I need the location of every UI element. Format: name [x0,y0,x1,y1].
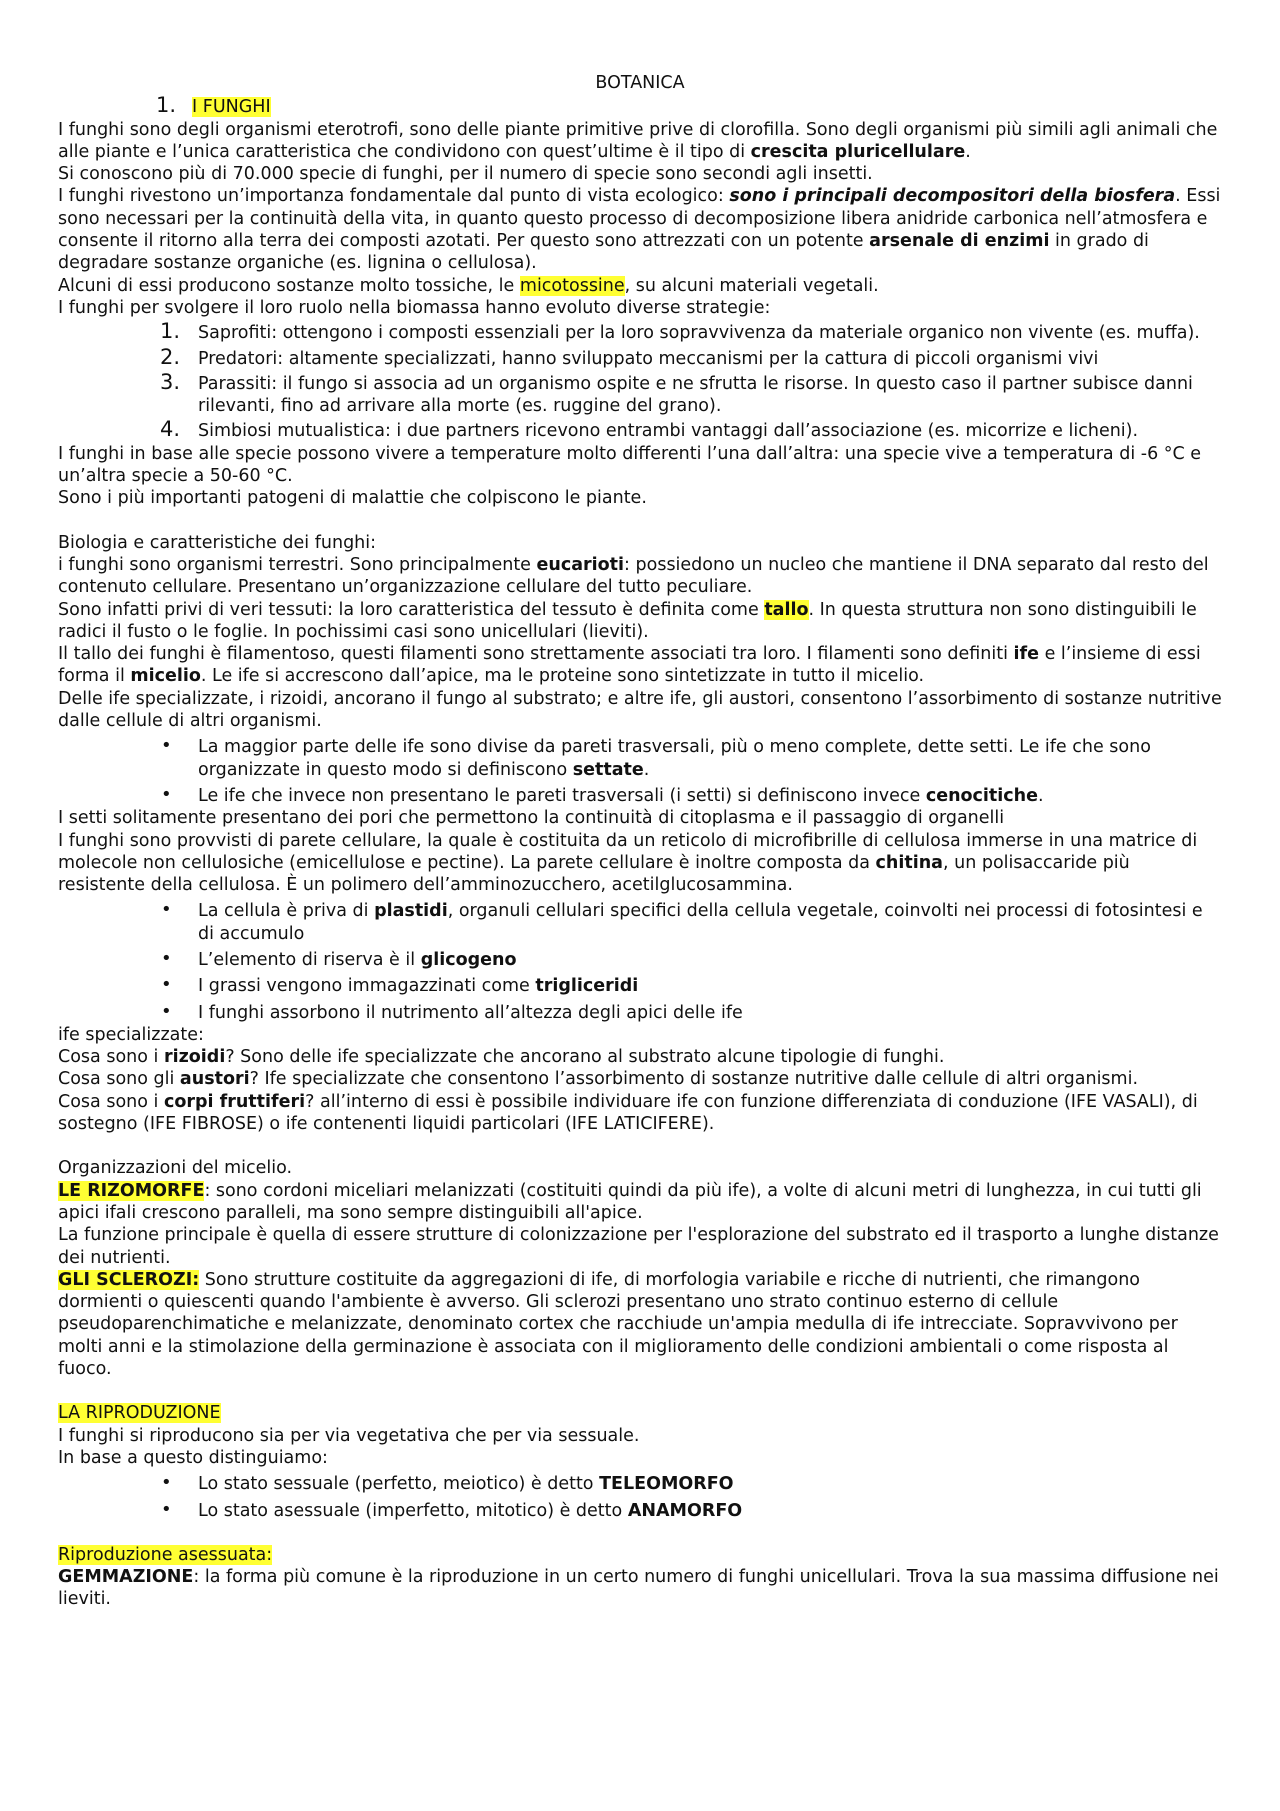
list-item: • L’elemento di riserva è il glicogeno [161,947,517,970]
intro-paragraph-2: Si conoscono più di 70.000 specie di funghi, per il numero di specie sono secondi agli insetti. [58,164,873,185]
sclerozi-paragraph: GLI SCLEROZI: Sono strutture costituite da aggregazioni di ife, di morfologia variabile e ricche di nutrienti, che rimangono dormienti o quiescenti quando l'ambiente è avverso. Gli sclerozi presentano uno strato continuo esterno di cellule pseudoparenchimatiche e melanizzate, denominato cortex che racchiude un'ampia medulla di ife intrecciate. Sopravvivono per molti anni e la stimolazione della germinazione è associata con il miglioramento delle condizioni ambientali o come risposta al fuoco. [58,1269,1178,1380]
list-item: • Le ife che invece non presentano le pareti trasversali (i setti) si definiscono invece cenocitiche. [161,783,1044,806]
micelio-heading: Organizzazioni del micelio. [58,1158,293,1179]
section-heading [58,94,1222,118]
list-item: 4. Simbiosi mutualistica: i due partners ricevono entrambi vantaggi dall’associazione (es. micorrize e licheni). [160,417,1139,442]
question-corpi-fruttiferi: Cosa sono i corpi fruttiferi? all’interno di essi è possibile individuare ife con funzione differenziata di conduzione (IFE VASALI), di sostegno (IFE FIBROSE) o ife contenenti liquidi particolari (IFE LATICIFERE). [58,1091,1198,1135]
highlight-tallo: tallo [764,599,809,620]
list-item: • I grassi vengono immagazzinati come trigliceridi [161,974,639,997]
biologia-paragraph-6: I funghi sono provvisti di parete cellulare, la quale è costituita da un reticolo di microfibrille di cellulosa immerse in una matrice di molecole non cellulosiche (emicellulose e pectine). La parete cellulare è inoltre composta da chitina, un polisaccaride più resistente della cellulosa. È un polimero dell’amminozucchero, acetilglucosammina. [58,830,1198,896]
biologia-paragraph-7: ife specializzate: [58,1024,204,1045]
bullet-icon: • [161,1472,172,1494]
highlight-rizomorfe: LE RIZOMORFE [58,1180,205,1201]
biologia-paragraph-3: Il tallo dei funghi è filamentoso, questi filamenti sono strettamente associati tra loro. I filamenti sono definiti ife e l’insieme di essi forma il micelio. Le ife si accrescono dall’apice, ma le proteine sono sintetizzate in tutto il micelio. [58,644,1201,687]
bullet-icon: • [161,1498,172,1520]
list-item: 2. Predatori: altamente specializzati, hanno sviluppato meccanismi per la cattura di piccoli organismi vivi [160,344,1099,369]
list-item: • Lo stato sessuale (perfetto, meiotico) è detto TELEOMORFO [161,1472,734,1495]
rizomorfe-paragraph-2: La funzione principale è quella di essere strutture di colonizzazione per l'esplorazione del substrato ed il trasporto a lunghe distanze dei nutrienti. [58,1225,1219,1268]
riproduzione-heading: LA RIPRODUZIONE [58,1403,221,1424]
intro-paragraph-1: I funghi sono degli organismi eterotrofi, sono delle piante primitive prive di clorofilla. Sono degli organismi più simili agli animali che alle piante e l’unica caratteristica che condividono con quest’ultime è il tipo di crescita pluricellulare. [58,119,1218,162]
list-item: 1. Saprofiti: ottengono i composti essenziali per la loro sopravvivenza da materiale organico non vivente (es. muffa). [160,319,1200,344]
gemmazione-paragraph: GEMMAZIONE: la forma più comune è la riproduzione in un certo numero di funghi unicellulari. Trova la sua massima diffusione nei lieviti. [58,1567,1219,1610]
asessuata-heading: Riproduzione asessuata: [58,1544,273,1565]
list-item: • Lo stato asessuale (imperfetto, mitotico) è detto ANAMORFO [161,1498,743,1521]
temperature-paragraph: I funghi in base alle specie possono vivere a temperature molto differenti l’una dall’altra: una specie vive a temperatura di -6 °C e un’altra specie a 50-60 °C. [58,443,1202,487]
highlight-sclerozi: GLI SCLEROZI: [58,1269,200,1290]
intro-paragraph-3: I funghi rivestono un’importanza fondamentale dal punto di vista ecologico: sono i principali decompositori della biosfera. Essi sono necessari per la continuità della vita, in quanto questo processo di decomposizione libera anidride carbonica nell’atmosfera e consente il ritorno alla terra dei composti azotati. Per questo sono attrezzati con un potente arsenale di enzimi in grado di degradare sostanze organiche (es. lignina o cellulosa). [58,186,1221,274]
riproduzione-paragraph-2: In base a questo distinguiamo: [58,1447,328,1468]
biologia-paragraph-5: I setti solitamente presentano dei pori che permettono la continuità di citoplasma e il passaggio di organelli [58,808,1005,829]
biologia-paragraph-2: Sono infatti privi di veri tessuti: la loro caratteristica del tessuto è definita come tallo. In questa struttura non sono distinguibili le radici il fusto o le foglie. In pochissimi casi sono unicellulari (lieviti). [58,599,1197,642]
biologia-heading: Biologia e caratteristiche dei funghi: [58,532,377,553]
list-item: • La cellula è priva di plastidi, organuli cellulari specifici della cellula vegetale, coinvolti nei processi di fotosintesi e di accumulo [161,899,1203,944]
intro-paragraph-5: I funghi per svolgere il loro ruolo nella biomassa hanno evoluto diverse strategie: [58,297,771,318]
section-title: I FUNGHI [192,97,271,118]
bullet-icon: • [161,735,172,757]
section-number: 1. [156,93,177,118]
bullet-icon: • [161,974,172,996]
rizomorfe-paragraph: LE RIZOMORFE: sono cordoni miceliari melanizzati (costituiti quindi da più ife), a volte di alcuni metri di lunghezza, in cui tutti gli apici ifali crescono paralleli, ma sono sempre distinguibili all'apice. [58,1180,1202,1223]
intro-paragraph-4: Alcuni di essi producono sostanze molto tossiche, le micotossine, su alcuni materiali vegetali. [58,275,879,296]
biologia-paragraph-4: Delle ife specializzate, i rizoidi, ancorano il fungo al substrato; e altre ife, gli austori, consentono l’assorbimento di sostanze nutritive dalle cellule di altri organismi. [58,688,1222,732]
list-item: 3. Parassiti: il fungo si associa ad un organismo ospite e ne sfrutta le risorse. In questo caso il partner subisce danni rilevanti, fino ad arrivare alla morte (es. ruggine del grano). [160,369,1193,417]
list-item: • I funghi assorbono il nutrimento all’altezza degli apici delle ife [161,1000,743,1023]
riproduzione-paragraph-1: I funghi si riproducono sia per via vegetativa che per via sessuale. [58,1425,640,1446]
bullet-icon: • [161,1000,172,1022]
question-rizoidi: Cosa sono i rizoidi? Sono delle ife specializzate che ancorano al substrato alcune tipologie di funghi. [58,1047,945,1068]
bullet-icon: • [161,783,172,805]
bullet-icon: • [161,899,172,921]
bullet-icon: • [161,947,172,969]
list-item: • La maggior parte delle ife sono divise da pareti trasversali, più o meno complete, dette setti. Le ife che sono organizzate in questo modo si definiscono settate. [161,735,1151,780]
highlight-micotossine: micotossine [519,275,625,296]
biologia-paragraph-1: i funghi sono organismi terrestri. Sono principalmente eucarioti: possiedono un nucleo che mantiene il DNA separato dal resto del contenuto cellulare. Presentano un’organizzazione cellulare del tutto peculiare. [58,554,1209,598]
page-title: BOTANICA [595,73,685,93]
pathogen-paragraph: Sono i più importanti patogeni di malattie che colpiscono le piante. [58,488,647,509]
question-austori: Cosa sono gli austori? Ife specializzate che consentono l’assorbimento di sostanze nutritive dalle cellule di altri organismi. [58,1069,1139,1090]
